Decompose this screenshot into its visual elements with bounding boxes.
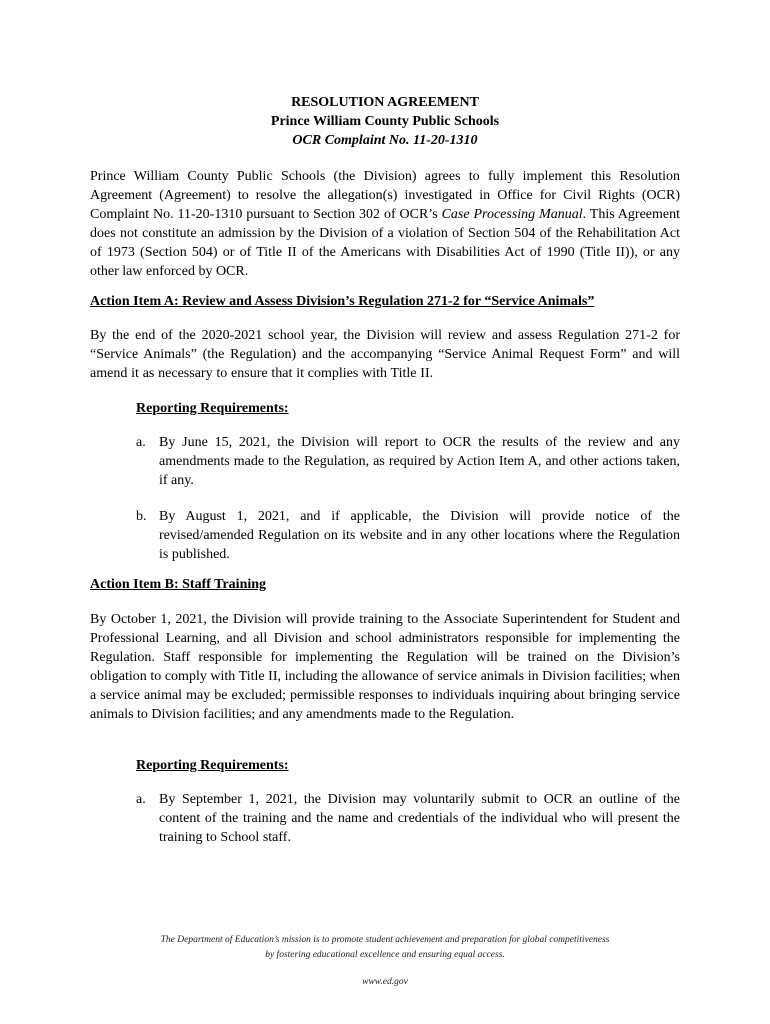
mission-statement-line2: by fostering educational excellence and ensuring equal access. bbox=[265, 950, 505, 960]
list-marker: a. bbox=[136, 792, 146, 807]
website-link[interactable]: www.ed.gov bbox=[362, 977, 408, 987]
document-subtitle: Prince William County Public Schools bbox=[270, 114, 500, 129]
action-a-reporting-heading: Reporting Requirements: bbox=[136, 401, 289, 416]
action-b-reporting-heading: Reporting Requirements: bbox=[136, 758, 289, 773]
mission-statement-line1: The Department of Education’s mission is to promote student achievement and preparation for global competitiveness bbox=[160, 935, 610, 945]
document-title: RESOLUTION AGREEMENT bbox=[291, 95, 479, 110]
document-header bbox=[0, 93, 770, 150]
list-item-text: By August 1, 2021, and if applicable, the Division will provide notice of the revised/amended Regulation on its website and in any other locations where the Regulation is published. bbox=[159, 509, 680, 562]
intro-italic-manual: Case Processing Manual bbox=[441, 207, 583, 222]
list-marker: a. bbox=[136, 435, 146, 450]
action-item-b-body: By October 1, 2021, the Division will provide training to the Associate Superintendent for Student and Professional Learning, and all Division and school administrators responsible for implementing the Regulation. Staff responsible for implementing the Regulation will be trained on the Division’s obligation to comply with Title II, including the allowance of service animals in Division facilities; when a service animal may be excluded; permissible responses to individuals inquiring about bringing service animals to Division facilities; and any amendments made to the Regulation. bbox=[90, 612, 680, 722]
list-marker: b. bbox=[136, 509, 147, 524]
intro-text-end: . This Agreement does not constitute an admission by the Division of a violation of Section 504 of the Rehabilitation Act of 1973 (Section 504) or of Title II of the Americans with Disabilities Act of 1990 (Title II)), or any other law enforced by OCR. bbox=[90, 207, 680, 279]
page-footer bbox=[0, 933, 770, 990]
intro-text-start: Prince William County Public Schools (the Division) agrees to fully implement this Resolution Agreement (Agreement) to resolve the allegation(s) investigated in Office for Civil Rights (OCR) Complaint No. 11-20-1310 pursuant to Section 302 of OCR’s bbox=[90, 169, 680, 222]
action-item-a-body: By the end of the 2020-2021 school year, the Division will review and assess Regulation 271-2 for “Service Animals” (the Regulation) and the accompanying “Service Animal Request Form” and will amend it as necessary to ensure that it complies with Title II. bbox=[90, 328, 680, 381]
action-item-b-heading: Action Item B: Staff Training bbox=[90, 577, 267, 592]
action-a-item-b bbox=[136, 507, 680, 564]
action-a-item-a bbox=[136, 433, 680, 490]
complaint-number: OCR Complaint No. 11-20-1310 bbox=[292, 133, 478, 148]
list-item-text: By June 15, 2021, the Division will report to OCR the results of the review and any amendments made to the Regulation, as required by Action Item A, and other actions taken, if any. bbox=[159, 435, 680, 488]
intro-paragraph bbox=[90, 167, 680, 281]
action-item-a-heading: Action Item A: Review and Assess Division’s Regulation 271-2 for “Service Animals” bbox=[90, 294, 595, 309]
list-item-text: By September 1, 2021, the Division may voluntarily submit to OCR an outline of the content of the training and the name and credentials of the individual who will present the training to School staff. bbox=[159, 792, 680, 845]
action-b-item-a bbox=[136, 790, 680, 847]
